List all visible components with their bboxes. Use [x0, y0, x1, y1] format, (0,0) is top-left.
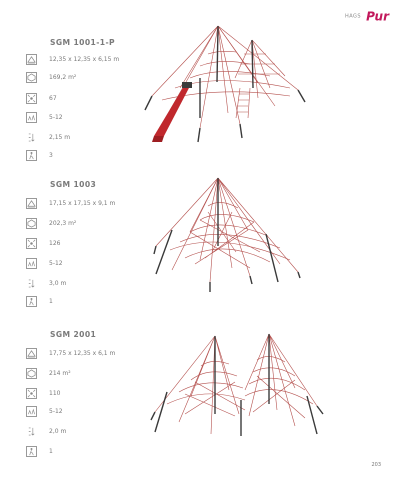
spec-row-safety-area — [26, 366, 71, 380]
spec-row-dimensions — [26, 346, 115, 360]
spec-dimensions: 17,15 x 17,15 x 9,1 m — [49, 199, 116, 207]
product-title: SGM 1003 — [50, 180, 97, 189]
brand-logo — [345, 6, 389, 25]
capacity-icon — [26, 238, 37, 249]
fall-height-icon — [26, 132, 37, 143]
spec-row-safety-area — [26, 70, 76, 84]
spec-dimensions: 12,35 x 12,35 x 6,15 m — [49, 55, 120, 63]
spec-fall-height: 3,0 m — [49, 279, 67, 287]
spec-installation: 3 — [49, 151, 53, 159]
spec-capacity: 126 — [49, 239, 61, 247]
spec-capacity: 67 — [49, 94, 57, 102]
age-group-icon — [26, 112, 37, 123]
safety-area-icon — [26, 72, 37, 83]
dimensions-icon — [26, 198, 37, 209]
spec-row-installation — [26, 294, 53, 308]
spec-fall-height: 2,15 m — [49, 133, 71, 141]
age-group-icon — [26, 258, 37, 269]
spec-row-fall-height — [26, 130, 70, 144]
spec-row-fall-height — [26, 424, 66, 438]
spec-safety-area: 169,2 m² — [49, 73, 77, 81]
product-illustration-2 — [150, 172, 305, 302]
product-illustration-1 — [140, 18, 310, 153]
spec-installation: 1 — [49, 447, 53, 455]
spec-row-capacity — [26, 91, 57, 105]
spec-row-capacity — [26, 386, 60, 400]
spec-safety-area: 214 m² — [49, 369, 71, 377]
installation-icon — [26, 296, 37, 307]
dimensions-icon — [26, 348, 37, 359]
spec-row-installation — [26, 148, 53, 162]
brand-small-text: HAGS — [344, 13, 362, 20]
spec-safety-area: 202,3 m² — [49, 219, 77, 227]
product-title: SGM 1001-1-P — [50, 38, 115, 47]
installation-icon — [26, 446, 37, 457]
spec-installation: 1 — [49, 297, 53, 305]
capacity-icon — [26, 388, 37, 399]
product-title: SGM 2001 — [50, 330, 97, 339]
spec-age-group: 5-12 — [49, 113, 63, 121]
age-group-icon — [26, 406, 37, 417]
spec-row-dimensions — [26, 196, 115, 210]
spec-row-fall-height — [26, 276, 66, 290]
spec-fall-height: 2,0 m — [49, 427, 67, 435]
spec-row-safety-area — [26, 216, 76, 230]
safety-area-icon — [26, 218, 37, 229]
fall-height-icon — [26, 426, 37, 437]
spec-age-group: 5-12 — [49, 407, 63, 415]
spec-row-age-group — [26, 404, 63, 418]
fall-height-icon — [26, 278, 37, 289]
spec-row-age-group — [26, 256, 63, 270]
installation-icon — [26, 150, 37, 161]
spec-row-dimensions — [26, 52, 119, 66]
spec-age-group: 5-12 — [49, 259, 63, 267]
spec-capacity: 110 — [49, 389, 61, 397]
spec-row-capacity — [26, 236, 60, 250]
spec-row-installation — [26, 444, 53, 458]
capacity-icon — [26, 93, 37, 104]
safety-area-icon — [26, 368, 37, 379]
product-illustration-3 — [145, 330, 330, 442]
spec-row-age-group — [26, 110, 63, 124]
spec-dimensions: 17,75 x 12,35 x 6,1 m — [49, 349, 116, 357]
page-number: 203 — [371, 462, 381, 468]
dimensions-icon — [26, 54, 37, 65]
brand-big-text: Pur — [366, 9, 389, 24]
